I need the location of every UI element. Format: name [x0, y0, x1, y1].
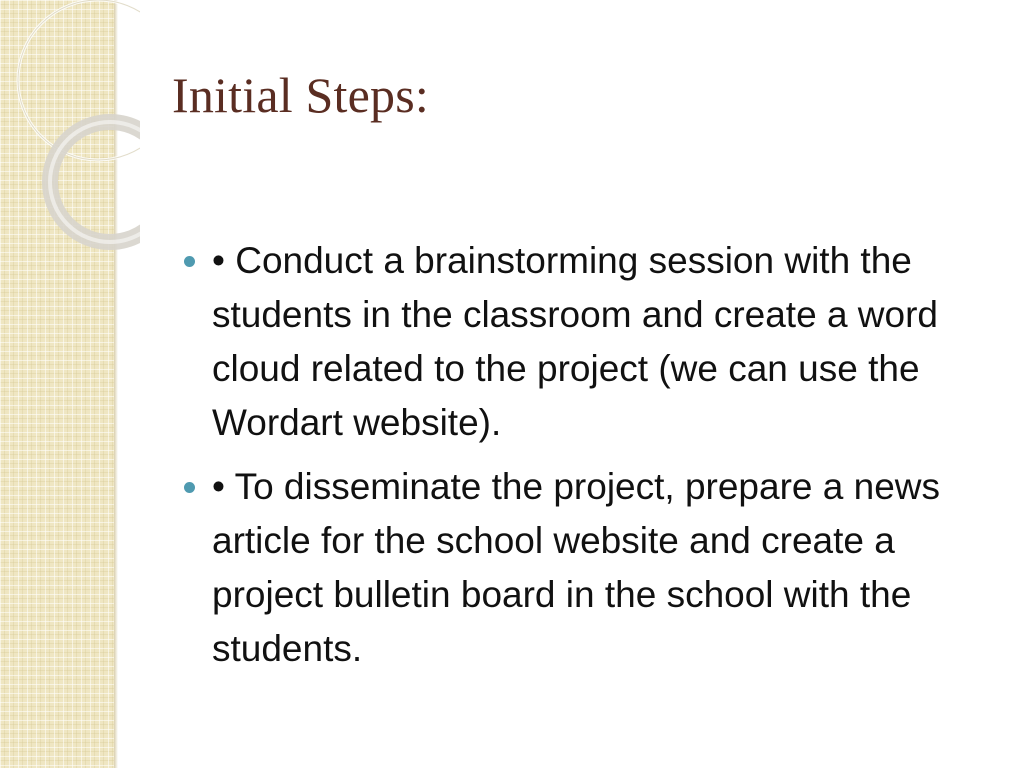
bullet-text: • Conduct a brainstorming session with the students in the classroom and create a word cloud related to the project (we can use the Wordart website).: [212, 240, 938, 443]
decorative-rings-graphic: [0, 0, 140, 260]
bullet-dot-icon: [184, 482, 195, 493]
bullet-item-brainstorming: [176, 234, 986, 450]
bullet-dot-icon: [184, 256, 195, 267]
bullet-item-dissemination: [176, 460, 986, 676]
bullet-text: • To disseminate the project, prepare a news article for the school website and create a project bulletin board in the school with the students.: [212, 466, 941, 669]
slide-title: Initial Steps:: [172, 67, 429, 123]
bullet-list: [176, 234, 986, 686]
